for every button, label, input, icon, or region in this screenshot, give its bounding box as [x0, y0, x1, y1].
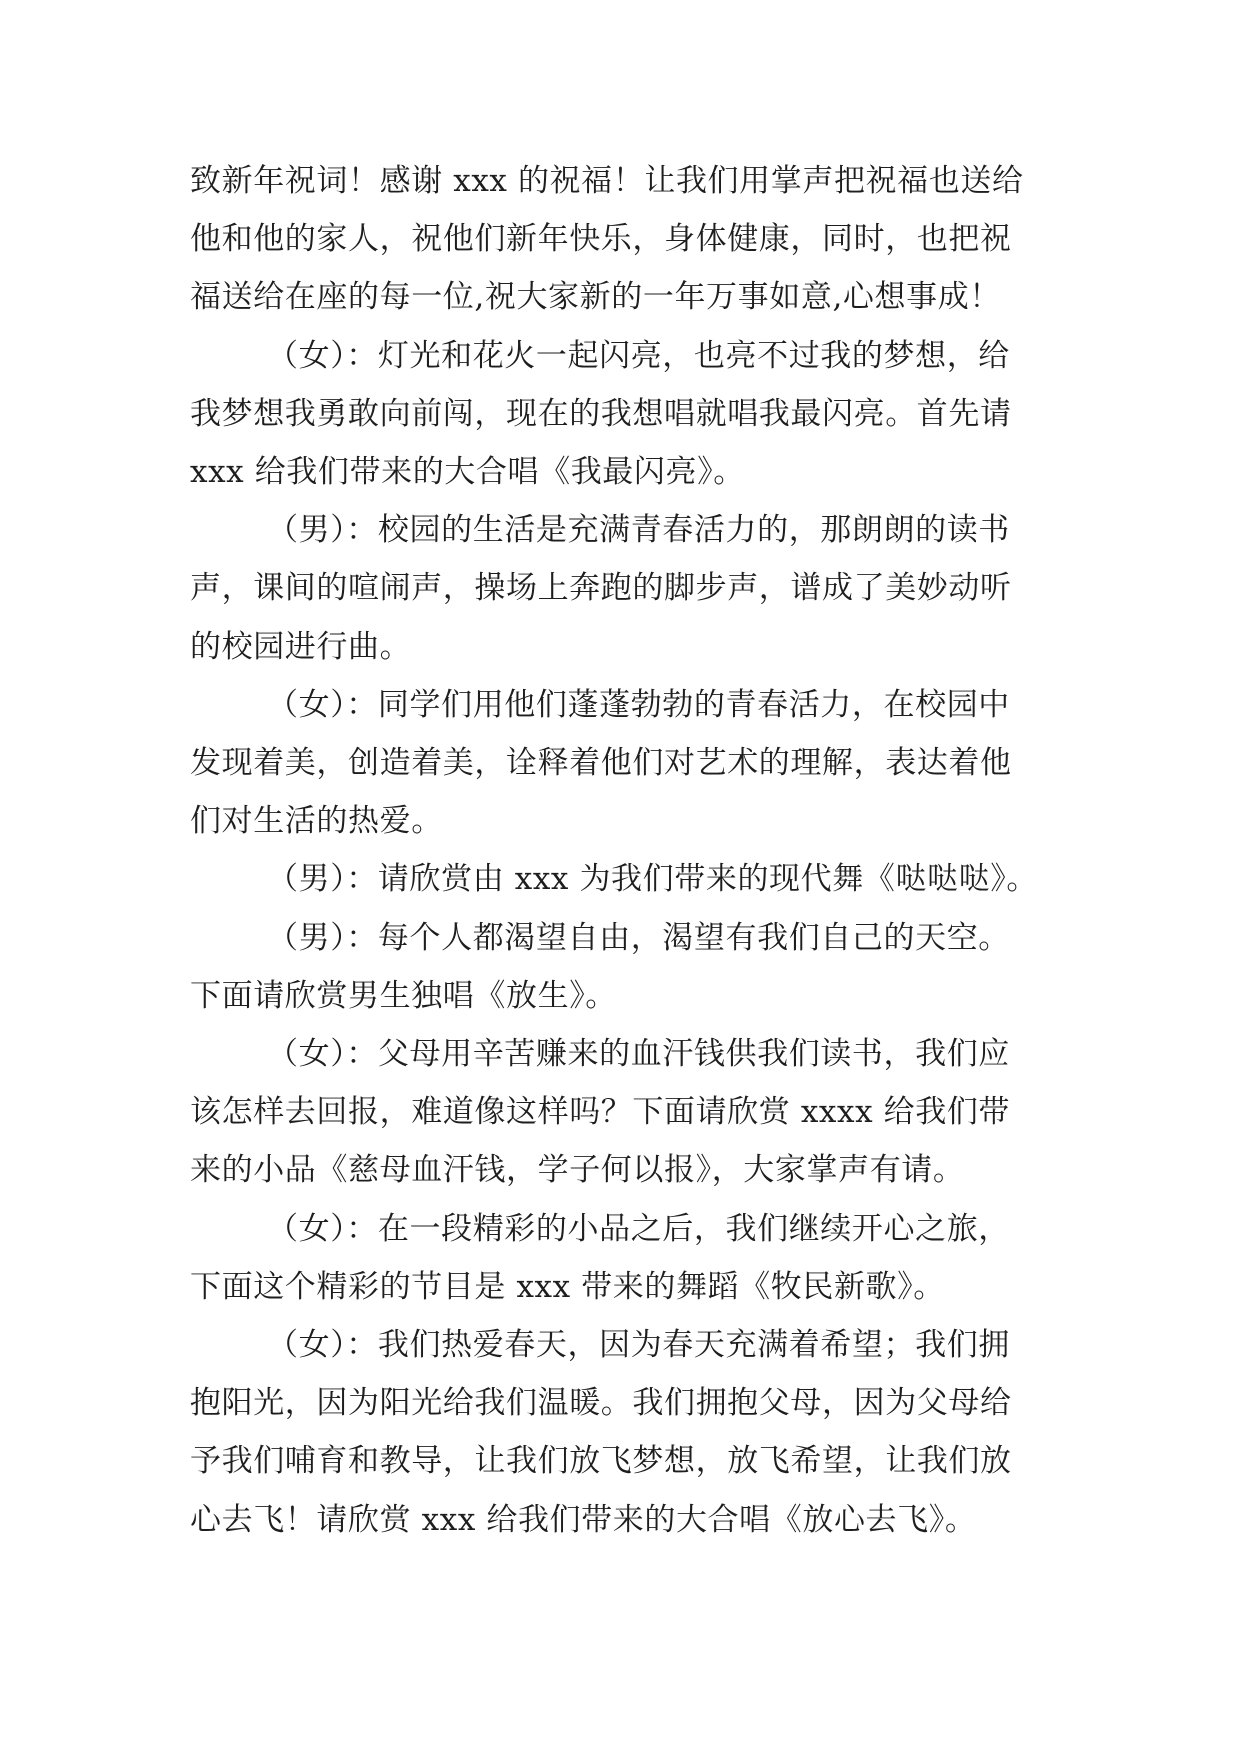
- paragraph: [190, 501, 1050, 676]
- paragraph-line: 们对生活的热爱。: [190, 803, 443, 840]
- paragraph-line: 声，课间的喧闹声，操场上奔跑的脚步声，谱成了美妙动听: [190, 570, 1012, 607]
- paragraph: [190, 676, 1050, 851]
- paragraph-line: 他和他的家人，祝他们新年快乐，身体健康，同时，也把祝: [190, 221, 1012, 258]
- paragraph: [190, 1316, 1050, 1549]
- paragraph-line: （男）：每个人都渴望自由，渴望有我们自己的天空。: [267, 919, 1010, 956]
- paragraph-line: 下面请欣赏男生独唱《放生》。: [190, 977, 617, 1014]
- paragraph-line: 来的小品《慈母血汗钱，学子何以报》，大家掌声有请。: [190, 1152, 965, 1189]
- paragraph: [190, 909, 1050, 1025]
- paragraph: [190, 1200, 1050, 1316]
- paragraph-line: （女）：同学们用他们蓬蓬勃勃的青春活力，在校园中: [267, 686, 1010, 723]
- paragraph-line: 下面这个精彩的节目是 xxx 带来的舞蹈《牧民新歌》。: [190, 1268, 945, 1305]
- paragraph: [190, 327, 1050, 502]
- paragraph-line: （女）：在一段精彩的小品之后，我们继续开心之旅，: [267, 1210, 1010, 1247]
- paragraph-line: 予我们哺育和教导，让我们放飞梦想，放飞希望，让我们放: [190, 1443, 1012, 1480]
- document-body: [190, 152, 1050, 1549]
- paragraph-line: 该怎样去回报，难道像这样吗？下面请欣赏 xxxx 给我们带: [190, 1094, 1011, 1131]
- paragraph: [190, 850, 1050, 908]
- paragraph-line: （女）：父母用辛苦赚来的血汗钱供我们读书，我们应: [267, 1036, 1010, 1073]
- paragraph-line: 抱阳光，因为阳光给我们温暖。我们拥抱父母，因为父母给: [190, 1385, 1012, 1422]
- paragraph-line: 心去飞！请欣赏 xxx 给我们带来的大合唱《放心去飞》。: [190, 1501, 977, 1538]
- paragraph: [190, 1025, 1050, 1200]
- paragraph-line: 福送给在座的每一位,祝大家新的一年万事如意,心想事成！: [190, 279, 1001, 316]
- paragraph-line: （女）：灯光和花火一起闪亮，也亮不过我的梦想，给: [267, 337, 1010, 374]
- paragraph-line: （男）：校园的生活是充满青春活力的，那朗朗的读书: [267, 512, 1010, 549]
- paragraph-line: 的校园进行曲。: [190, 628, 412, 665]
- paragraph-line: 致新年祝词！感谢 xxx 的祝福！让我们用掌声把祝福也送给: [190, 163, 1024, 199]
- paragraph-line: 发现着美，创造着美，诠释着他们对艺术的理解，表达着他: [190, 745, 1012, 782]
- paragraph-line: （男）：请欣赏由 xxx 为我们带来的现代舞《哒哒哒》。: [267, 861, 1038, 898]
- paragraph: [190, 152, 1050, 327]
- paragraph-line: 我梦想我勇敢向前闯，现在的我想唱就唱我最闪亮。首先请: [190, 395, 1012, 432]
- paragraph-line: （女）：我们热爱春天，因为春天充满着希望；我们拥: [267, 1327, 1010, 1364]
- paragraph-line: xxx 给我们带来的大合唱《我最闪亮》。: [190, 454, 745, 491]
